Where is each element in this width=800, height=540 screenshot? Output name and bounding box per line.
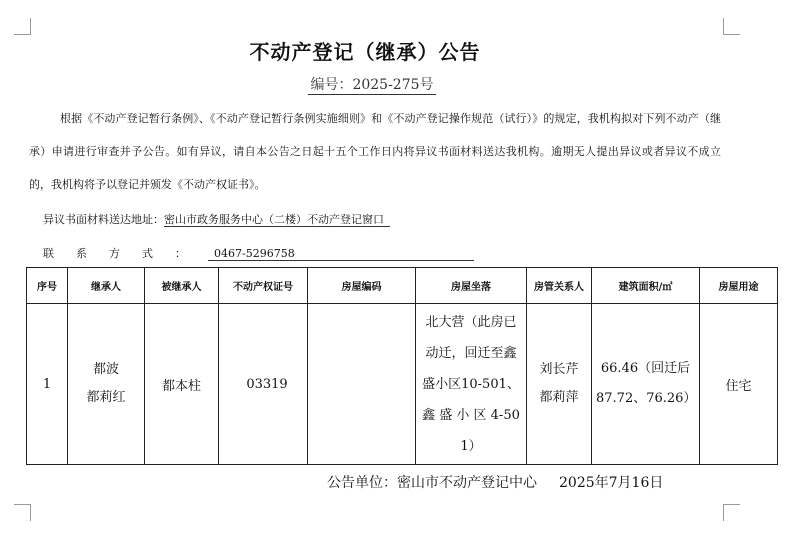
- notice-paragraph: 根据《不动产登记暂行条例》、《不动产登记暂行条例实施细则》和《不动产登记操作规范（试行）》的规定，我机构拟对下列不动产（继承）申请进行审查并予公告。如有异议，请自本公告之日起十五个工作日内将异议书面材料送达我机构。逾期无人提出异议或者异议不成立的，我机构将予以登记并颁发《不动产权证书》。: [29, 112, 721, 191]
- document-number-text: 编号：2025-275号: [310, 77, 434, 93]
- objection-address-line: [43, 211, 390, 227]
- header-seq: 序号: [27, 268, 68, 304]
- header-usage: 房屋用途: [700, 268, 778, 304]
- cell-related-parties: [527, 304, 592, 465]
- cell-usage: 住宅: [700, 304, 778, 465]
- address-value: 密山市政务服务中心（二楼）不动产登记窗口: [164, 213, 390, 227]
- related-party-name: 都莉萍: [539, 390, 579, 405]
- header-related-party: 房管关系人: [527, 268, 592, 304]
- contact-label: 联系方式：: [43, 247, 208, 260]
- document-number: [0, 74, 744, 94]
- cell-location: 北大营（此房已动迁，回迁至鑫盛小区10-501、鑫 盛 小 区 4-501）: [416, 304, 527, 465]
- contact-value: 0467-5296758: [208, 247, 474, 261]
- cell-heirs: [68, 304, 145, 465]
- table-row: [27, 304, 778, 465]
- margin-mark-bottom-left: [14, 504, 31, 521]
- footer-signature: [327, 472, 663, 492]
- margin-mark-top-right: [723, 18, 740, 35]
- margin-mark-top-left: [14, 18, 31, 35]
- header-decedent: 被继承人: [145, 268, 219, 304]
- header-area: 建筑面积/㎡: [592, 268, 700, 304]
- address-label: 异议书面材料送达地址：: [43, 213, 164, 226]
- issue-date: 2025年7月16日: [559, 475, 664, 491]
- header-location: 房屋坐落: [416, 268, 527, 304]
- cell-seq: 1: [27, 304, 68, 465]
- header-heir: 继承人: [68, 268, 145, 304]
- heir-name: 都波: [92, 362, 119, 377]
- cell-house-code: [308, 304, 416, 465]
- contact-line: [43, 245, 474, 261]
- cell-decedent: 都本柱: [145, 304, 219, 465]
- table-header-row: [27, 268, 778, 304]
- issuing-unit: 公告单位：密山市不动产登记中心: [327, 475, 537, 491]
- document-title: 不动产登记（继承）公告: [249, 40, 481, 64]
- cell-area: 66.46（回迁后87.72、76.26）: [592, 304, 700, 465]
- registration-table: [26, 267, 778, 465]
- heir-name: 都莉红: [86, 390, 126, 405]
- related-party-name: 刘长芹: [539, 362, 579, 377]
- header-cert-no: 不动产权证号: [219, 268, 308, 304]
- header-house-code: 房屋编码: [308, 268, 416, 304]
- cell-cert-no: 03319: [219, 304, 308, 465]
- margin-mark-bottom-right: [723, 504, 740, 521]
